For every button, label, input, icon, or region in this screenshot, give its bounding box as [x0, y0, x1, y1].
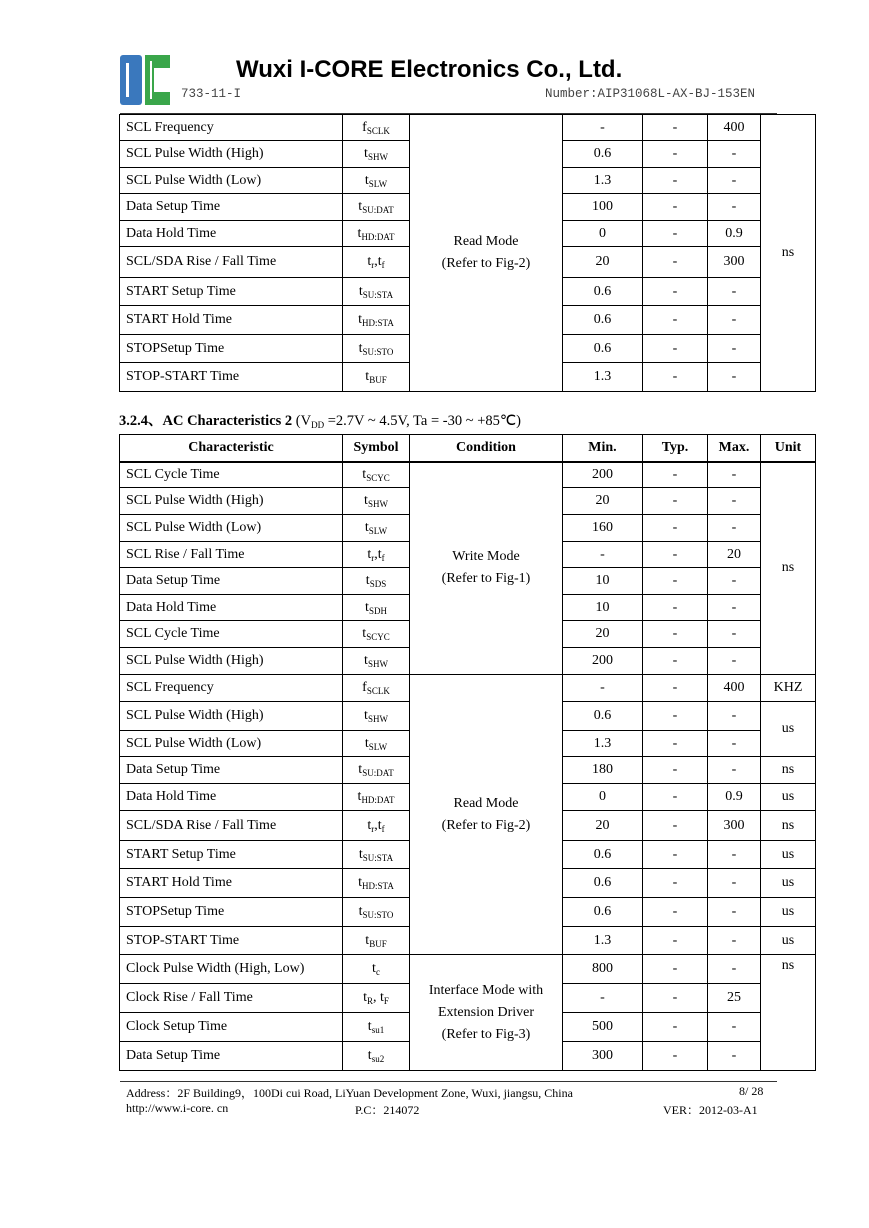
max-cell: - [708, 488, 761, 515]
symbol-base: t [364, 653, 368, 668]
symbol-base: t [364, 708, 368, 723]
symbol-base: t [357, 225, 362, 241]
symbol-base-2: , t [373, 990, 384, 1005]
condition-cell [410, 115, 563, 392]
section-heading [119, 409, 521, 430]
characteristic-cell: STOPSetup Time [120, 335, 343, 363]
min-cell: 180 [563, 757, 643, 784]
symbol-base: t [365, 573, 370, 588]
typ-cell: - [643, 278, 708, 306]
max-cell: - [708, 306, 761, 335]
max-cell: 400 [708, 675, 761, 702]
characteristic-cell: SCL Pulse Width (Low) [120, 515, 343, 542]
min-cell: 0.6 [563, 141, 643, 168]
symbol-subscript: SCYC [366, 632, 390, 642]
characteristic-cell: SCL Pulse Width (Low) [120, 731, 343, 757]
min-cell: 0.6 [563, 702, 643, 731]
typ-cell: - [643, 363, 708, 392]
document-number: Number:AIP31068L-AX-BJ-153EN [544, 87, 755, 101]
max-cell: - [708, 462, 761, 488]
condition-line: (Refer to Fig-1) [441, 571, 531, 587]
symbol-base-2: ,t [374, 254, 382, 269]
symbol-subscript: BUF [369, 938, 387, 949]
max-cell: - [708, 1042, 761, 1071]
table-row [120, 115, 816, 141]
unit-cell: us [761, 784, 816, 811]
characteristic-cell: START Setup Time [120, 278, 343, 306]
symbol-base: t [358, 283, 363, 299]
characteristic-cell: START Hold Time [120, 306, 343, 335]
symbol-base: t [364, 520, 369, 535]
max-cell: - [708, 841, 761, 869]
symbol-subscript: SU:DAT [362, 768, 394, 778]
min-cell: 0.6 [563, 306, 643, 335]
max-cell: - [708, 363, 761, 392]
section-number: 3.2.4、 [119, 413, 163, 429]
typ-cell: - [643, 869, 708, 898]
min-cell: 1.3 [563, 363, 643, 392]
max-cell: - [708, 278, 761, 306]
condition-line: (Refer to Fig-3) [441, 1026, 531, 1042]
min-cell: 100 [563, 194, 643, 221]
symbol-base-2: ,t [374, 546, 382, 562]
condition-line: (Refer to Fig-2) [441, 817, 531, 833]
symbol-base: t [363, 990, 367, 1005]
characteristic-cell: SCL/SDA Rise / Fall Time [120, 247, 343, 278]
typ-cell: - [643, 515, 708, 542]
characteristic-cell: START Hold Time [120, 869, 343, 898]
symbol-subscript: SU:STA [362, 852, 394, 863]
header-min: Min. [563, 435, 643, 462]
symbol-cell [343, 841, 410, 869]
table-header-row [120, 435, 816, 462]
typ-cell: - [643, 811, 708, 841]
symbol-cell [343, 869, 410, 898]
symbol-subscript: r [371, 260, 375, 270]
min-cell: - [563, 115, 643, 141]
symbol-cell [343, 141, 410, 168]
max-cell: - [708, 702, 761, 731]
typ-cell: - [643, 757, 708, 784]
symbol-cell [343, 648, 410, 675]
symbol-subscript: HD:STA [362, 318, 394, 328]
typ-cell: - [643, 247, 708, 278]
max-cell: 300 [708, 247, 761, 278]
max-cell: - [708, 955, 761, 984]
max-cell: - [708, 168, 761, 194]
footer-divider [120, 1081, 777, 1082]
characteristic-cell: Data Setup Time [120, 194, 343, 221]
symbol-subscript-2: f [381, 260, 385, 270]
min-cell: 1.3 [563, 168, 643, 194]
typ-cell: - [643, 194, 708, 221]
header-condition: Condition [410, 435, 563, 462]
min-cell: 10 [563, 568, 643, 595]
max-cell: - [708, 648, 761, 675]
section-cond-rest: =2.7V ~ 4.5V, Ta = -30 ~ +85℃) [324, 413, 521, 429]
typ-cell: - [643, 168, 708, 194]
header-characteristic: Characteristic [120, 435, 343, 462]
max-cell: - [708, 194, 761, 221]
symbol-subscript: HD:DAT [361, 795, 395, 805]
symbol-cell [343, 462, 410, 488]
characteristic-cell: Data Setup Time [120, 568, 343, 595]
symbol-subscript: HD:STA [362, 881, 394, 891]
typ-cell: - [643, 731, 708, 757]
max-cell: - [708, 621, 761, 648]
min-cell: 160 [563, 515, 643, 542]
max-cell: - [708, 1013, 761, 1042]
symbol-base: t [364, 146, 368, 161]
typ-cell: - [643, 306, 708, 335]
characteristic-cell: SCL Frequency [120, 115, 343, 141]
symbol-cell [343, 898, 410, 927]
symbol-subscript-2: F [383, 996, 389, 1006]
characteristic-cell: SCL Cycle Time [120, 462, 343, 488]
symbol-subscript-2: f [381, 552, 385, 563]
symbol-base: t [365, 369, 370, 384]
max-cell: - [708, 141, 761, 168]
symbol-subscript: r [371, 552, 375, 563]
unit-cell: us [761, 702, 816, 757]
header-unit: Unit [761, 435, 816, 462]
symbol-cell [343, 1013, 410, 1042]
symbol-base: t [364, 172, 369, 188]
max-cell: - [708, 927, 761, 955]
symbol-subscript: SDH [368, 605, 387, 616]
unit-cell: ns [761, 462, 816, 675]
symbol-cell [343, 1042, 410, 1071]
symbol-base: t [367, 254, 372, 269]
table-row [120, 955, 816, 984]
symbol-cell [343, 306, 410, 335]
symbol-subscript: SHW [367, 714, 388, 724]
typ-cell: - [643, 542, 708, 568]
unit-cell: ns [761, 115, 816, 392]
symbol-subscript: SU:STA [362, 289, 394, 300]
characteristic-cell: Data Setup Time [120, 1042, 343, 1071]
symbol-subscript: r [371, 823, 375, 834]
typ-cell: - [643, 984, 708, 1013]
typ-cell: - [643, 702, 708, 731]
characteristic-cell: Clock Rise / Fall Time [120, 984, 343, 1013]
symbol-subscript: HD:DAT [361, 231, 395, 242]
symbol-base: t [365, 932, 370, 948]
symbol-cell [343, 621, 410, 648]
symbol-cell [343, 702, 410, 731]
typ-cell: - [643, 648, 708, 675]
characteristic-cell: STOP-START Time [120, 363, 343, 392]
symbol-subscript: SHW [367, 499, 388, 509]
characteristic-cell: SCL/SDA Rise / Fall Time [120, 811, 343, 841]
condition-cell [410, 955, 563, 1071]
unit-cell: us [761, 898, 816, 927]
min-cell: 1.3 [563, 927, 643, 955]
symbol-cell [343, 115, 410, 141]
symbol-base: t [358, 875, 363, 890]
unit-cell: us [761, 841, 816, 869]
characteristic-cell: SCL Frequency [120, 675, 343, 702]
min-cell: 20 [563, 247, 643, 278]
symbol-base: t [358, 340, 363, 356]
characteristic-cell: Data Hold Time [120, 784, 343, 811]
max-cell: 400 [708, 115, 761, 141]
typ-cell: - [643, 115, 708, 141]
min-cell: 0 [563, 221, 643, 247]
table-row [120, 462, 816, 488]
symbol-subscript: SLW [368, 741, 388, 752]
symbol-base: t [372, 961, 376, 976]
symbol-cell [343, 811, 410, 841]
company-name: Wuxi I-CORE Electronics Co., Ltd. [236, 56, 623, 83]
min-cell: 500 [563, 1013, 643, 1042]
symbol-base: t [364, 735, 369, 751]
symbol-cell [343, 194, 410, 221]
symbol-cell [343, 335, 410, 363]
symbol-subscript: SCLK [366, 125, 390, 136]
max-cell: - [708, 568, 761, 595]
symbol-cell [343, 675, 410, 702]
symbol-base: t [362, 626, 367, 641]
characteristic-cell: STOP-START Time [120, 927, 343, 955]
symbol-base: t [357, 789, 362, 804]
symbol-cell [343, 927, 410, 955]
max-cell: 300 [708, 811, 761, 841]
symbol-cell [343, 363, 410, 392]
min-cell: 1.3 [563, 731, 643, 757]
characteristic-cell: Data Hold Time [120, 221, 343, 247]
typ-cell: - [643, 221, 708, 247]
min-cell: 0 [563, 784, 643, 811]
symbol-subscript: SU:DAT [362, 205, 394, 215]
min-cell: 0.6 [563, 841, 643, 869]
symbol-cell [343, 757, 410, 784]
condition-line: Read Mode [453, 234, 519, 249]
unit-cell: ns [761, 811, 816, 841]
ac-characteristics-2-table [119, 434, 816, 1071]
symbol-subscript: SU:STO [362, 346, 394, 357]
min-cell: 0.6 [563, 869, 643, 898]
min-cell: 300 [563, 1042, 643, 1071]
symbol-subscript: SU:STO [362, 910, 394, 920]
max-cell: 0.9 [708, 784, 761, 811]
symbol-cell [343, 542, 410, 568]
company-logo [120, 55, 170, 105]
typ-cell: - [643, 1042, 708, 1071]
symbol-base: t [367, 817, 372, 833]
min-cell: 200 [563, 462, 643, 488]
typ-cell: - [643, 927, 708, 955]
symbol-cell [343, 278, 410, 306]
typ-cell: - [643, 568, 708, 595]
symbol-subscript: c [375, 967, 380, 977]
symbol-base: t [358, 762, 363, 777]
min-cell: 20 [563, 488, 643, 515]
max-cell: - [708, 731, 761, 757]
characteristic-cell: SCL Pulse Width (High) [120, 648, 343, 675]
symbol-base: f [362, 119, 367, 135]
characteristic-cell: SCL Pulse Width (Low) [120, 168, 343, 194]
characteristic-cell: SCL Pulse Width (High) [120, 488, 343, 515]
symbol-subscript: SHW [367, 152, 388, 162]
condition-line: Extension Driver [437, 1004, 535, 1020]
section-cond-open: (V [292, 413, 312, 429]
condition-line: (Refer to Fig-2) [441, 256, 531, 271]
unit-cell: ns [761, 955, 816, 1071]
typ-cell: - [643, 595, 708, 621]
symbol-cell [343, 247, 410, 278]
symbol-subscript: R [366, 996, 373, 1006]
characteristic-cell: SCL Rise / Fall Time [120, 542, 343, 568]
condition-line: Write Mode [452, 549, 520, 565]
symbol-subscript: SDS [369, 579, 387, 589]
condition-line: Interface Mode with [428, 982, 544, 998]
unit-cell: KHZ [761, 675, 816, 702]
symbol-base: t [367, 1048, 372, 1063]
typ-cell: - [643, 141, 708, 168]
symbol-base: t [358, 904, 363, 919]
typ-cell: - [643, 621, 708, 648]
symbol-base: t [367, 546, 372, 562]
symbol-cell [343, 568, 410, 595]
min-cell: 10 [563, 595, 643, 621]
symbol-cell [343, 984, 410, 1013]
document-id: 733-11-I [181, 87, 242, 101]
symbol-subscript: BUF [369, 375, 387, 385]
typ-cell: - [643, 488, 708, 515]
symbol-subscript: su2 [371, 1054, 385, 1064]
typ-cell: - [643, 841, 708, 869]
header-symbol: Symbol [343, 435, 410, 462]
characteristic-cell: SCL Pulse Width (High) [120, 702, 343, 731]
section-cond-sub: DD [311, 420, 325, 430]
symbol-cell [343, 955, 410, 984]
symbol-subscript: SCYC [366, 472, 390, 483]
max-cell: - [708, 335, 761, 363]
max-cell: 25 [708, 984, 761, 1013]
characteristic-cell: START Setup Time [120, 841, 343, 869]
symbol-cell [343, 488, 410, 515]
min-cell: - [563, 984, 643, 1013]
min-cell: - [563, 675, 643, 702]
symbol-subscript: SHW [367, 659, 388, 669]
symbol-subscript: su1 [371, 1025, 385, 1035]
min-cell: 800 [563, 955, 643, 984]
symbol-base: t [358, 312, 363, 327]
typ-cell: - [643, 1013, 708, 1042]
typ-cell: - [643, 955, 708, 984]
typ-cell: - [643, 335, 708, 363]
min-cell: 20 [563, 811, 643, 841]
characteristic-cell: Data Hold Time [120, 595, 343, 621]
section-title: AC Characteristics 2 [162, 413, 293, 429]
typ-cell: - [643, 675, 708, 702]
typ-cell: - [643, 784, 708, 811]
footer-website: http://www.i-core. cn [126, 1101, 229, 1115]
footer-postcode: P.C：214072 [355, 1103, 420, 1117]
characteristic-cell: STOPSetup Time [120, 898, 343, 927]
symbol-cell [343, 784, 410, 811]
symbol-subscript: SCLK [366, 686, 390, 696]
symbol-base: t [365, 599, 369, 615]
min-cell: - [563, 542, 643, 568]
min-cell: 200 [563, 648, 643, 675]
symbol-subscript-2: f [381, 823, 385, 834]
min-cell: 0.6 [563, 278, 643, 306]
symbol-base: t [364, 493, 368, 508]
characteristic-cell: SCL Pulse Width (High) [120, 141, 343, 168]
max-cell: - [708, 595, 761, 621]
unit-cell: ns [761, 757, 816, 784]
characteristic-cell: Data Setup Time [120, 757, 343, 784]
typ-cell: - [643, 462, 708, 488]
read-mode-timing-table [119, 114, 816, 392]
page-number: 8/ 28 [739, 1084, 764, 1098]
symbol-base: t [362, 466, 367, 482]
min-cell: 20 [563, 621, 643, 648]
max-cell: - [708, 515, 761, 542]
symbol-cell [343, 221, 410, 247]
characteristic-cell: Clock Setup Time [120, 1013, 343, 1042]
min-cell: 0.6 [563, 335, 643, 363]
characteristic-cell: Clock Pulse Width (High, Low) [120, 955, 343, 984]
footer-version: VER：2012-03-A1 [663, 1103, 758, 1117]
min-cell: 0.6 [563, 898, 643, 927]
condition-line: Read Mode [453, 795, 519, 811]
symbol-cell [343, 515, 410, 542]
header-typ: Typ. [643, 435, 708, 462]
symbol-base: t [358, 846, 363, 862]
unit-cell: us [761, 927, 816, 955]
symbol-cell [343, 731, 410, 757]
condition-cell [410, 462, 563, 675]
typ-cell: - [643, 898, 708, 927]
symbol-subscript: SLW [368, 526, 388, 536]
max-cell: 20 [708, 542, 761, 568]
symbol-subscript: SLW [368, 178, 388, 189]
max-cell: - [708, 757, 761, 784]
table-row [120, 675, 816, 702]
condition-cell [410, 675, 563, 955]
unit-cell: us [761, 869, 816, 898]
symbol-cell [343, 595, 410, 621]
header-max: Max. [708, 435, 761, 462]
max-cell: - [708, 869, 761, 898]
max-cell: - [708, 898, 761, 927]
footer-address: Address：2F Building9，100Di cui Road, LiYuan Development Zone, Wuxi, jiangsu, China [126, 1086, 573, 1100]
symbol-base: t [358, 199, 363, 214]
max-cell: 0.9 [708, 221, 761, 247]
symbol-cell [343, 168, 410, 194]
symbol-base-2: ,t [374, 817, 382, 833]
characteristic-cell: SCL Cycle Time [120, 621, 343, 648]
symbol-base: f [362, 680, 367, 695]
symbol-base: t [367, 1019, 372, 1034]
